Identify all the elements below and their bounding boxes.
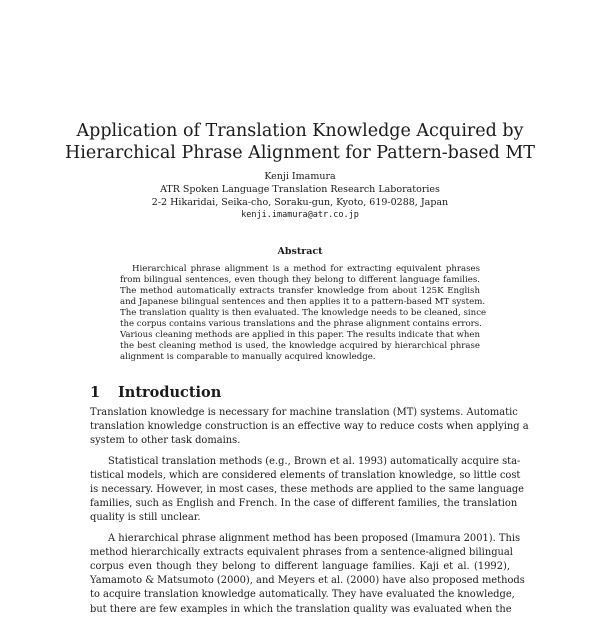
paragraph <box>90 532 525 617</box>
body-line: translation knowledge construction is an effective way to reduce costs when applying a <box>90 421 529 433</box>
body-line: families, such as English and French. In the case of different families, the translation <box>90 498 518 510</box>
paragraph <box>90 406 529 449</box>
body-line: Statistical translation methods (e.g., Brown et al. 1993) automatically acquire sta- <box>108 455 521 467</box>
body-line: to acquire translation knowledge automatically. They have evaluated the knowledge, <box>90 589 515 601</box>
section-body <box>90 406 529 617</box>
body-line: system to other task domains. <box>90 435 241 447</box>
abstract-heading: Abstract <box>277 246 323 257</box>
title-line: Application of Translation Knowledge Acquired by <box>76 121 524 141</box>
author-address: 2-2 Hikaridai, Seika-cho, Soraku-gun, Kyoto, 619-0288, Japan <box>151 197 449 208</box>
author-affiliation: ATR Spoken Language Translation Research Laboratories <box>160 184 440 195</box>
body-line: Yamamoto & Matsumoto (2000), and Meyers et al. (2000) have also proposed methods <box>90 575 525 587</box>
abstract-line: the best cleaning method is used, the knowledge acquired by hierarchical phrase <box>120 341 480 352</box>
abstract-line: Various cleaning methods are applied in this paper. The results indicate that when <box>120 330 480 341</box>
paper-title <box>0 120 600 164</box>
abstract-line: from bilingual sentences, even though they belong to different language families. <box>120 275 480 286</box>
body-line: but there are few examples in which the translation quality was evaluated when the <box>90 603 512 615</box>
abstract-line: The translation quality is then evaluated. The knowledge needs to be cleaned, since <box>120 308 487 319</box>
author-block <box>0 170 600 222</box>
body-line: method hierarchically extracts equivalent phrases from a sentence-aligned bilingual <box>90 546 513 558</box>
section-number: 1 <box>90 384 101 401</box>
body-line: A hierarchical phrase alignment method has been proposed (Imamura 2001). This <box>108 532 521 544</box>
section-heading <box>90 384 221 401</box>
body-line: quality is still unclear. <box>90 512 201 524</box>
abstract-line: the corpus contains various translations and the phrase alignment contains errors. <box>120 319 482 330</box>
body-line: is necessary. However, in most cases, these methods are applied to the same language <box>90 484 525 496</box>
abstract-body <box>120 264 487 363</box>
body-line: Translation knowledge is necessary for machine translation (MT) systems. Automatic <box>90 407 518 418</box>
abstract-line: alignment is comparable to manually acquired knowledge. <box>120 352 376 363</box>
abstract-line: Hierarchical phrase alignment is a method for extracting equivalent phrases <box>132 264 480 274</box>
abstract-line: and Japanese bilingual sentences and then applies it to a pattern-based MT system. <box>120 297 486 308</box>
author-name: Kenji Imamura <box>264 171 336 182</box>
body-line: corpus even though they belong to different language families. Kaji et al. (1992), <box>90 561 510 573</box>
abstract-line: The method automatically extracts transfer knowledge from about 125K English <box>120 286 480 297</box>
title-line: Hierarchical Phrase Alignment for Pattern-based MT <box>65 143 535 163</box>
section-title: Introduction <box>118 384 222 401</box>
body-line: tistical models, which are considered elements of translation knowledge, so little cost <box>90 469 521 481</box>
author-email: kenji.imamura@atr.co.jp <box>241 210 359 220</box>
paragraph <box>90 455 525 526</box>
